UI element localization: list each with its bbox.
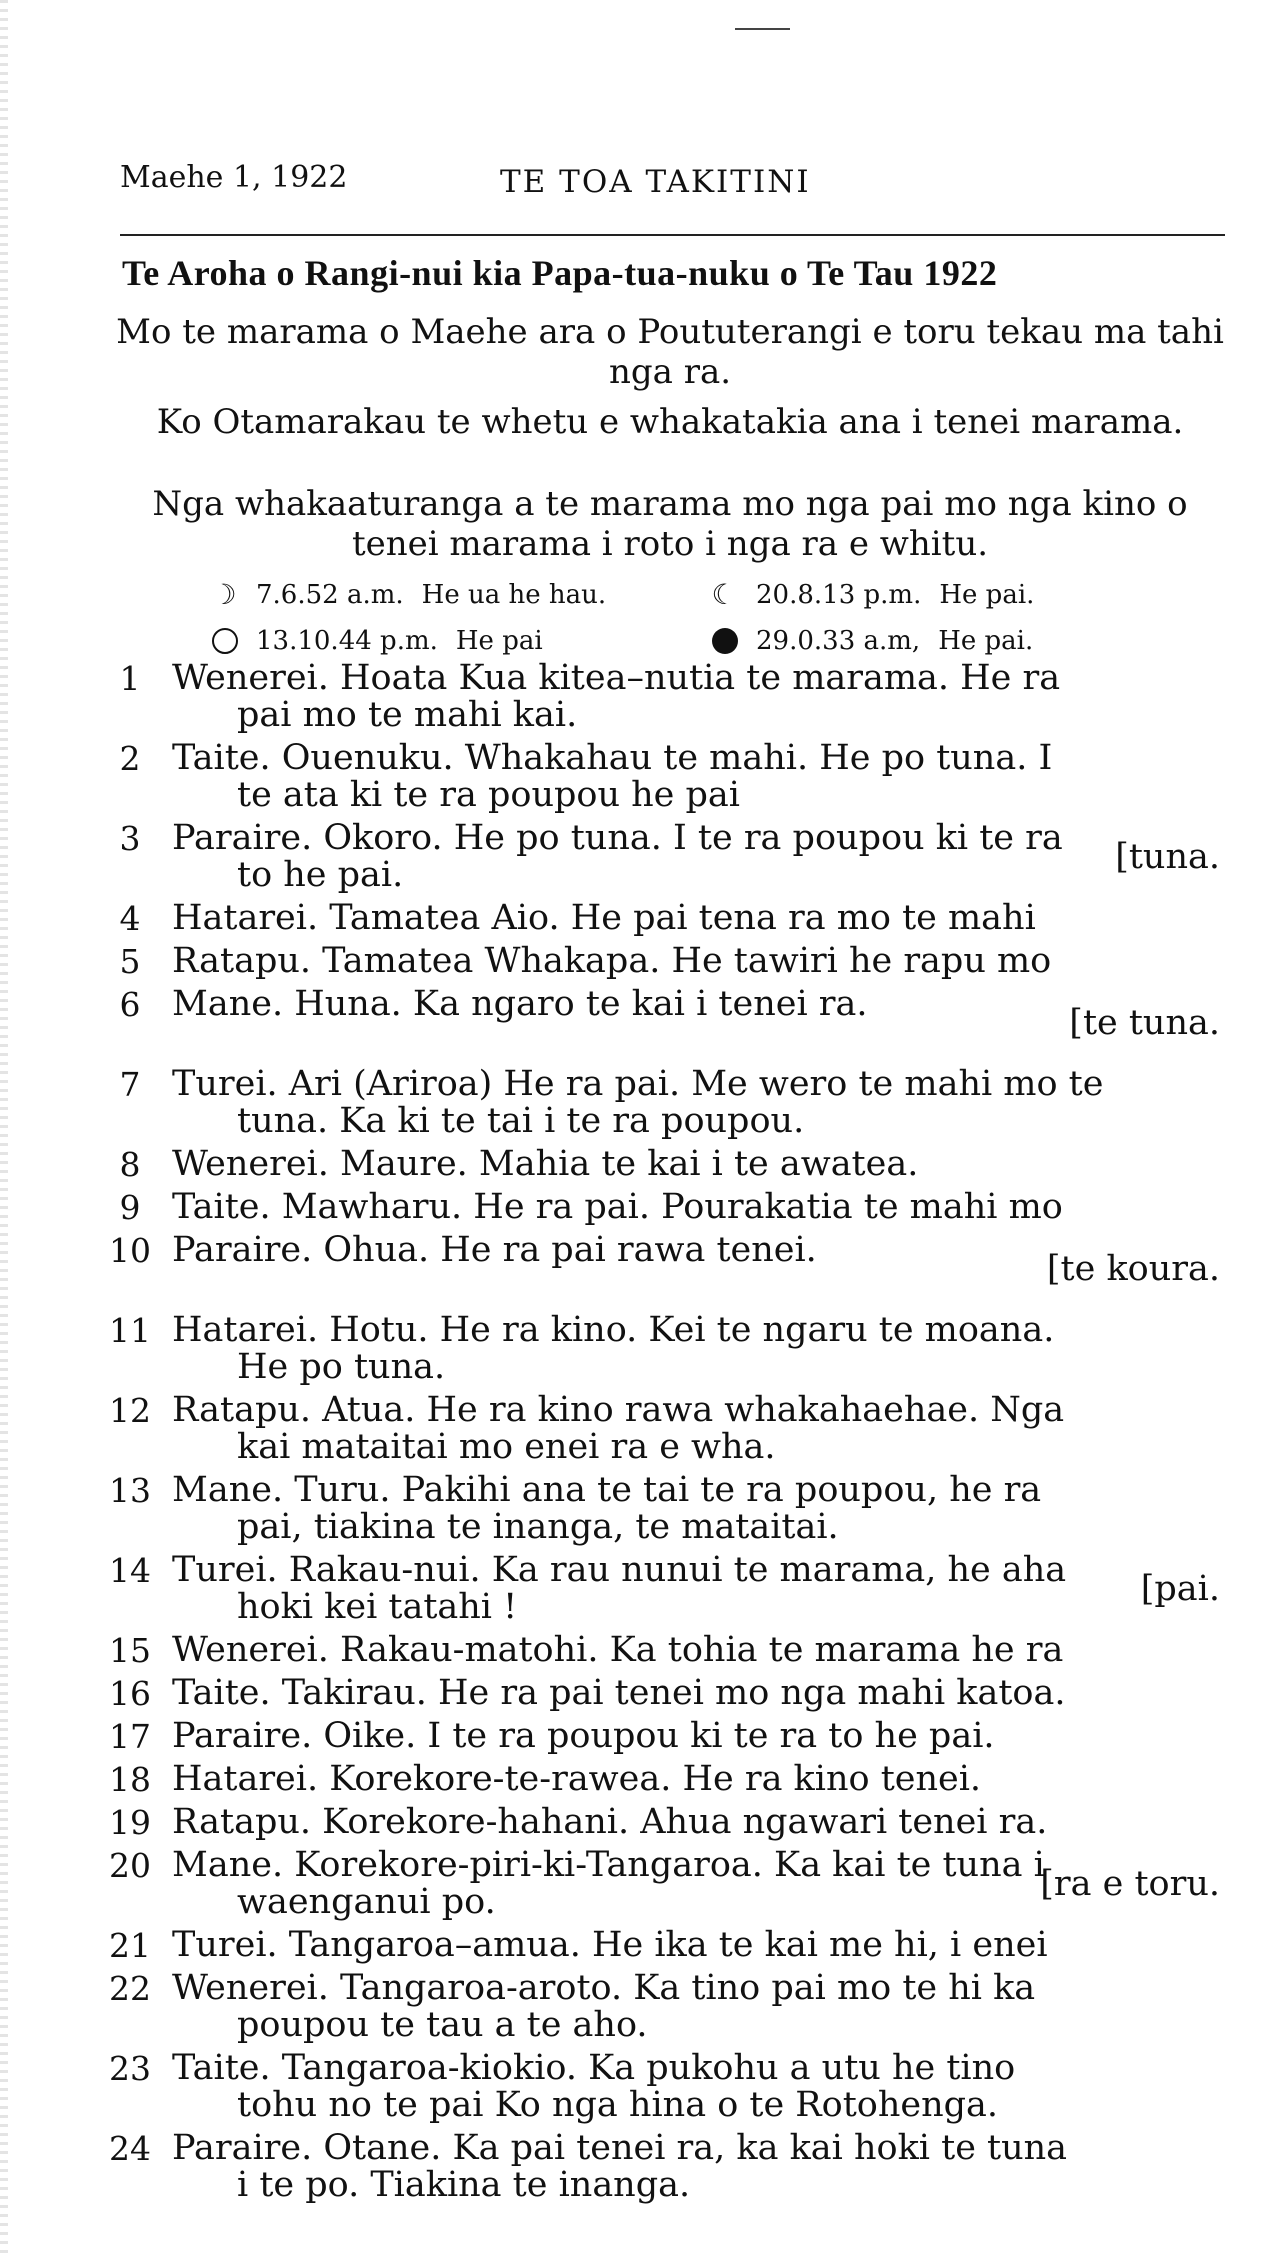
phase-note: He ua he hau. bbox=[421, 579, 607, 610]
day-text-line-2: poupou te tau a te aho. bbox=[237, 2005, 648, 2045]
moon-phase-full bbox=[212, 626, 543, 656]
header-date: Maehe 1, 1922 bbox=[120, 160, 348, 195]
last-quarter-icon: ☾ bbox=[711, 578, 737, 611]
intro-paragraph-1: Mo te marama o Maehe ara o Poututerangi e toru tekau ma tahi nga ra. bbox=[116, 312, 1224, 392]
phase-note: He pai bbox=[455, 626, 543, 656]
day-number: 7 bbox=[119, 1065, 141, 1104]
day-text-line-1: Paraire. Okoro. He po tuna. I te ra poupou ki te ra bbox=[172, 818, 1063, 858]
new-moon-icon bbox=[712, 628, 738, 654]
day-number: 22 bbox=[109, 1969, 151, 2008]
day-text-line-2: pai mo te mahi kai. bbox=[237, 695, 578, 735]
day-text-line-1: Wenerei. Hoata Kua kitea–nutia te marama. He ra bbox=[172, 658, 1061, 698]
phase-time: 13.10.44 p.m. bbox=[256, 626, 438, 656]
day-text-line-2: kai mataitai mo enei ra e wha. bbox=[237, 1427, 776, 1467]
phase-time: 7.6.52 a.m. bbox=[256, 579, 404, 610]
day-text-tail: [te koura. bbox=[1046, 1249, 1220, 1289]
day-text-line-1: Turei. Rakau-nui. Ka rau nunui te marama, he aha bbox=[172, 1550, 1067, 1590]
day-text-line-1: Turei. Ari (Ariroa) He ra pai. Me wero te mahi mo te bbox=[172, 1064, 1104, 1104]
day-number: 6 bbox=[119, 985, 141, 1024]
phase-note: He pai. bbox=[939, 579, 1035, 610]
day-text-line-1: Mane. Korekore-piri-ki-Tangaroa. Ka kai te tuna i bbox=[172, 1845, 1045, 1885]
day-number: 12 bbox=[109, 1391, 151, 1430]
page-header bbox=[120, 160, 1220, 200]
day-number: 18 bbox=[109, 1760, 151, 1799]
day-text-line-1: Taite. Ouenuku. Whakahau te mahi. He po tuna. I bbox=[172, 738, 1053, 778]
day-text-line-1: Paraire. Otane. Ka pai tenei ra, ka kai hoki te tuna bbox=[172, 2128, 1068, 2168]
day-number: 21 bbox=[109, 1926, 151, 1965]
day-number: 10 bbox=[109, 1231, 151, 1270]
day-text-line-1: Ratapu. Tamatea Whakapa. He tawiri he rapu mo bbox=[172, 941, 1052, 981]
page-edge-shadow bbox=[0, 0, 8, 2256]
day-number: 23 bbox=[109, 2049, 151, 2088]
day-text-line-1: Ratapu. Atua. He ra kino rawa whakahaehae. Nga bbox=[172, 1390, 1065, 1430]
day-text-line-1: Hatarei. Tamatea Aio. He pai tena ra mo te mahi bbox=[172, 898, 1036, 938]
day-number: 8 bbox=[119, 1145, 141, 1184]
day-text-line-1: Hatarei. Korekore-te-rawea. He ra kino tenei. bbox=[172, 1759, 982, 1799]
phase-note: He pai. bbox=[938, 626, 1034, 656]
day-text-tail: [te tuna. bbox=[1069, 1003, 1220, 1043]
top-dash-mark bbox=[735, 28, 790, 30]
phase-time: 29.0.33 a.m, bbox=[756, 626, 921, 656]
intro-paragraph-3: Nga whakaaturanga a te marama mo nga pai mo nga kino o tenei marama i roto i nga ra e whitu. bbox=[152, 484, 1188, 564]
day-number: 9 bbox=[119, 1188, 141, 1227]
day-number: 15 bbox=[109, 1631, 151, 1670]
header-rule bbox=[120, 234, 1225, 236]
day-text-line-1: Ratapu. Korekore-hahani. Ahua ngawari tenei ra. bbox=[172, 1802, 1048, 1842]
day-text-line-2: te ata ki te ra poupou he pai bbox=[237, 775, 740, 815]
day-text-line-2: i te po. Tiakina te inanga. bbox=[237, 2165, 691, 2205]
day-text-line-1: Taite. Tangaroa-kiokio. Ka pukohu a utu he tino bbox=[172, 2048, 1016, 2088]
day-number: 1 bbox=[119, 659, 141, 698]
day-number: 5 bbox=[119, 942, 141, 981]
day-text-line-1: Mane. Huna. Ka ngaro te kai i tenei ra. bbox=[172, 984, 868, 1024]
day-number: 13 bbox=[109, 1471, 151, 1510]
day-number: 11 bbox=[109, 1311, 151, 1350]
day-text-line-2: tuna. Ka ki te tai i te ra poupou. bbox=[237, 1101, 805, 1141]
day-text-line-2: tohu no te pai Ko nga hina o te Rotohenga. bbox=[237, 2085, 999, 2125]
day-number: 4 bbox=[119, 899, 141, 938]
day-number: 24 bbox=[109, 2129, 151, 2168]
day-text-line-1: Hatarei. Hotu. He ra kino. Kei te ngaru te moana. bbox=[172, 1310, 1055, 1350]
day-number: 19 bbox=[109, 1803, 151, 1842]
day-text-tail: [ra e toru. bbox=[1040, 1864, 1220, 1904]
moon-phase-last-quarter bbox=[710, 578, 1034, 611]
day-number: 3 bbox=[119, 819, 141, 858]
moon-phase-first-quarter bbox=[210, 578, 606, 611]
article-title: Te Aroha o Rangi-nui kia Papa-tua-nuku o Te Tau 1922 bbox=[122, 253, 998, 293]
header-publication: TE TOA TAKITINI bbox=[500, 164, 811, 200]
day-number: 20 bbox=[109, 1846, 151, 1885]
day-text-line-2: He po tuna. bbox=[237, 1347, 446, 1387]
day-text-line-1: Turei. Tangaroa–amua. He ika te kai me hi, i enei bbox=[172, 1925, 1048, 1965]
day-text-tail: [pai. bbox=[1140, 1569, 1220, 1609]
day-text-line-1: Mane. Turu. Pakihi ana te tai te ra poupou, he ra bbox=[172, 1470, 1042, 1510]
day-text-line-2: hoki kei tatahi ! bbox=[237, 1587, 518, 1627]
day-number: 2 bbox=[119, 739, 141, 778]
day-number: 17 bbox=[109, 1717, 151, 1756]
day-text-line-2: waenganui po. bbox=[237, 1882, 496, 1922]
day-number: 16 bbox=[109, 1674, 151, 1713]
day-text-line-1: Taite. Takirau. He ra pai tenei mo nga mahi katoa. bbox=[172, 1673, 1066, 1713]
day-text-line-1: Paraire. Oike. I te ra poupou ki te ra to he pai. bbox=[172, 1716, 995, 1756]
day-text-line-1: Wenerei. Maure. Mahia te kai i te awatea. bbox=[172, 1144, 919, 1184]
day-text-line-2: to he pai. bbox=[237, 855, 404, 895]
day-text-line-1: Wenerei. Tangaroa-aroto. Ka tino pai mo te hi ka bbox=[172, 1968, 1036, 2008]
moon-phase-new bbox=[712, 626, 1033, 656]
day-text-line-1: Wenerei. Rakau-matohi. Ka tohia te marama he ra bbox=[172, 1630, 1064, 1670]
day-text-line-1: Paraire. Ohua. He ra pai rawa tenei. bbox=[172, 1230, 817, 1270]
first-quarter-icon: ☽ bbox=[211, 578, 237, 611]
day-text-line-2: pai, tiakina te inanga, te mataitai. bbox=[237, 1507, 839, 1547]
intro-paragraph-2: Ko Otamarakau te whetu e whakatakia ana i tenei marama. bbox=[156, 402, 1184, 442]
day-number: 14 bbox=[109, 1551, 151, 1590]
phase-time: 20.8.13 p.m. bbox=[756, 579, 922, 610]
day-text-tail: [tuna. bbox=[1115, 837, 1220, 877]
day-text-line-1: Taite. Mawharu. He ra pai. Pourakatia te mahi mo bbox=[172, 1187, 1063, 1227]
full-moon-icon bbox=[212, 628, 238, 654]
